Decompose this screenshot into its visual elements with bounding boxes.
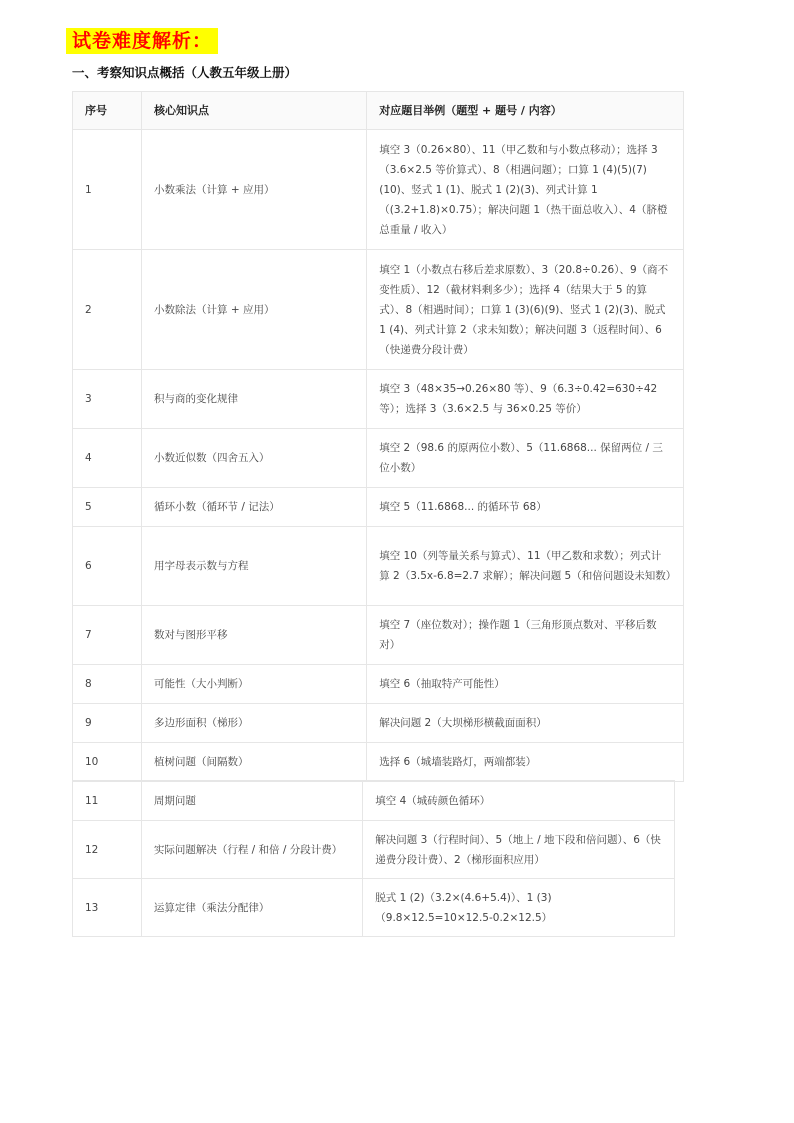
section-heading: 一、考察知识点概括（人教五年级上册） [72,65,298,80]
header-no: 序号 [73,92,142,130]
row-examples: 填空 7（座位数对）；操作题 1（三角形顶点数对、平移后数对） [367,606,684,665]
row-no: 1 [73,130,142,250]
row-no: 3 [73,370,142,429]
row-topic: 运算定律（乘法分配律） [141,879,362,937]
row-topic: 小数乘法（计算 + 应用） [142,130,367,250]
row-topic: 可能性（大小判断） [142,665,367,704]
row-examples: 解决问题 3（行程时间）、5（地上 / 地下段和倍问题）、6（快递费分段计费）、2（梯形面积应用） [363,821,675,879]
table-row [73,665,684,704]
row-topic: 植树问题（间隔数） [142,743,367,782]
table-row [73,488,684,527]
row-no: 6 [73,527,142,606]
row-no: 7 [73,606,142,665]
table-row [73,879,675,937]
row-no: 13 [73,879,142,937]
row-no: 8 [73,665,142,704]
table-row [73,743,684,782]
row-examples: 解决问题 2（大坝梯形横截面面积） [367,704,684,743]
row-topic: 循环小数（循环节 / 记法） [142,488,367,527]
table-row [73,130,684,250]
row-topic: 数对与图形平移 [142,606,367,665]
page-title: 试卷难度解析： [66,28,218,54]
row-examples: 填空 2（98.6 的原两位小数）、5（11.6868... 保留两位 / 三位小数） [367,429,684,488]
knowledge-table-continued [72,780,675,937]
row-topic: 小数除法（计算 + 应用） [142,250,367,370]
row-no: 12 [73,821,142,879]
row-examples: 填空 4（城砖颜色循环） [363,781,675,821]
row-no: 11 [73,781,142,821]
row-examples: 填空 3（0.26×80）、11（甲乙数和与小数点移动）；选择 3（3.6×2.5 等价算式）、8（相遇问题）；口算 1 (4)(5)(7)(10)、竖式 1 (1)、脱式 1 (2)(3)、列式计算 1（(3.2+1.8)×0.75）；解决问题 1（热干面总收入）、4（脐橙总重量 / 收入） [367,130,684,250]
table-row [73,250,684,370]
row-topic: 周期问题 [141,781,362,821]
row-topic: 积与商的变化规律 [142,370,367,429]
row-examples: 填空 6（抽取特产可能性） [367,665,684,704]
table-row [73,429,684,488]
header-examples: 对应题目举例（题型 + 题号 / 内容） [367,92,684,130]
row-no: 2 [73,250,142,370]
header-topic: 核心知识点 [142,92,367,130]
table-row [73,606,684,665]
table-row [73,704,684,743]
row-examples: 脱式 1 (2)（3.2×(4.6+5.4)）、1 (3)（9.8×12.5=10×12.5-0.2×12.5） [363,879,675,937]
table-row [73,370,684,429]
table-row [73,527,684,606]
knowledge-table [72,91,684,782]
row-no: 5 [73,488,142,527]
row-no: 10 [73,743,142,782]
table-header-row [73,92,684,130]
row-topic: 多边形面积（梯形） [142,704,367,743]
row-examples: 填空 5（11.6868... 的循环节 68） [367,488,684,527]
table-row [73,781,675,821]
row-topic: 实际问题解决（行程 / 和倍 / 分段计费） [141,821,362,879]
row-examples: 填空 1（小数点右移后差求原数）、3（20.8÷0.26）、9（商不变性质）、12（截材料剩多少）；选择 4（结果大于 5 的算式）、8（相遇时间）；口算 1 (3)(6)(9)、竖式 1 (2)(3)、脱式 1 (4)、列式计算 2（求未知数）；解决问题 3（返程时间）、6（快递费分段计费） [367,250,684,370]
row-topic: 小数近似数（四舍五入） [142,429,367,488]
row-no: 4 [73,429,142,488]
row-topic: 用字母表示数与方程 [142,527,367,606]
table-row [73,821,675,879]
row-examples: 选择 6（城墙装路灯，两端都装） [367,743,684,782]
row-examples: 填空 3（48×35→0.26×80 等）、9（6.3÷0.42=630÷42 等）；选择 3（3.6×2.5 与 36×0.25 等价） [367,370,684,429]
row-examples: 填空 10（列等量关系与算式）、11（甲乙数和求数）；列式计算 2（3.5x-6.8=2.7 求解）；解决问题 5（和倍问题设未知数） [367,527,684,606]
row-no: 9 [73,704,142,743]
